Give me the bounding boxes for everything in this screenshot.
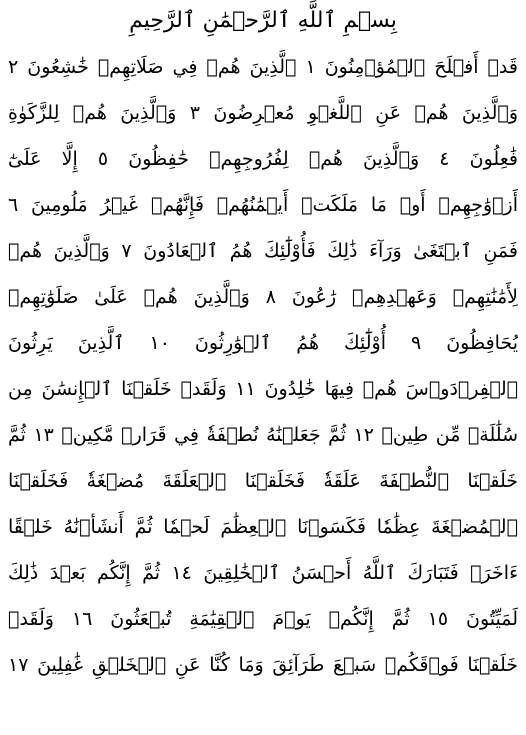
verse-line: ٱلۡمُضۡغَةَ عِظَٰمٗا فَكَسَوۡنَا ٱلۡعِظَٰمَ لَحۡمٗا ثُمَّ أَنشَأۡنَٰهُ خَلۡقًا <box>8 516 518 538</box>
verse-line: خَلَقۡنَا فَوۡقَكُمۡ سَبۡعَ طَرَآئِقَ وَمَا كُنَّا عَنِ ٱلۡخَلۡقِ غَٰفِلِينَ ١٧ <box>8 654 518 676</box>
verse-line: فَمَنِ ٱبۡتَغَىٰ وَرَآءَ ذَٰلِكَ فَأُوْلَٰٓئِكَ هُمُ ٱلۡعَادُونَ ٧ وَٱلَّذِينَ هُمۡ <box>8 240 518 262</box>
verse-line: أَزۡوَٰجِهِمۡ أَوۡ مَا مَلَكَتۡ أَيۡمَٰنُهُمۡ فَإِنَّهُمۡ غَيۡرُ مَلُومِينَ ٦ <box>8 194 518 216</box>
verse-line: وَٱلَّذِينَ هُمۡ عَنِ ٱللَّغۡوِ مُعۡرِضُونَ ٣ وَٱلَّذِينَ هُمۡ لِلزَّكَوٰةِ <box>8 102 518 124</box>
verse-line: فَٰعِلُونَ ٤ وَٱلَّذِينَ هُمۡ لِفُرُوجِهِمۡ حَٰفِظُونَ ٥ إِلَّا عَلَىٰٓ <box>8 148 518 170</box>
verse-line: خَلَقۡنَا ٱلنُّطۡفَةَ عَلَقَةٗ فَخَلَقۡنَا ٱلۡعَلَقَةَ مُضۡغَةٗ فَخَلَقۡنَا <box>8 470 518 492</box>
verse-line: قَدۡ أَفۡلَحَ ٱلۡمُؤۡمِنُونَ ١ ٱلَّذِينَ هُمۡ فِي صَلَاتِهِمۡ خَٰشِعُونَ ٢ <box>8 56 518 78</box>
verse-line: لَمَيِّتُونَ ١٥ ثُمَّ إِنَّكُمۡ يَوۡمَ ٱلۡقِيَٰمَةِ تُبۡعَثُونَ ١٦ وَلَقَدۡ <box>8 608 518 630</box>
verse-line: ءَاخَرَۚ فَتَبَارَكَ ٱللَّهُ أَحۡسَنُ ٱلۡخَٰلِقِينَ ١٤ ثُمَّ إِنَّكُم بَعۡدَ ذَٰلِكَ <box>8 562 518 584</box>
verse-line: لِأَمَٰنَٰتِهِمۡ وَعَهۡدِهِمۡ رَٰعُونَ ٨ وَٱلَّذِينَ هُمۡ عَلَىٰ صَلَوَٰتِهِمۡ <box>8 286 518 308</box>
verse-line: سُلَٰلَةٖ مِّن طِينٖ ١٢ ثُمَّ جَعَلۡنَٰهُ نُطۡفَةٗ فِي قَرَارٖ مَّكِينٖ ١٣ ثُمَّ <box>8 424 518 446</box>
verse-line: يُحَافِظُونَ ٩ أُوْلَٰٓئِكَ هُمُ ٱلۡوَٰرِثُونَ ١٠ ٱلَّذِينَ يَرِثُونَ <box>8 332 518 354</box>
verse-line: ٱلۡفِرۡدَوۡسَ هُمۡ فِيهَا خَٰلِدُونَ ١١ وَلَقَدۡ خَلَقۡنَا ٱلۡإِنسَٰنَ مِن <box>8 378 518 400</box>
verse-lines <box>8 44 518 688</box>
basmala-heading: بِسۡمِ ٱللَّهِ ٱلرَّحۡمَٰنِ ٱلرَّحِيمِ <box>129 8 397 33</box>
